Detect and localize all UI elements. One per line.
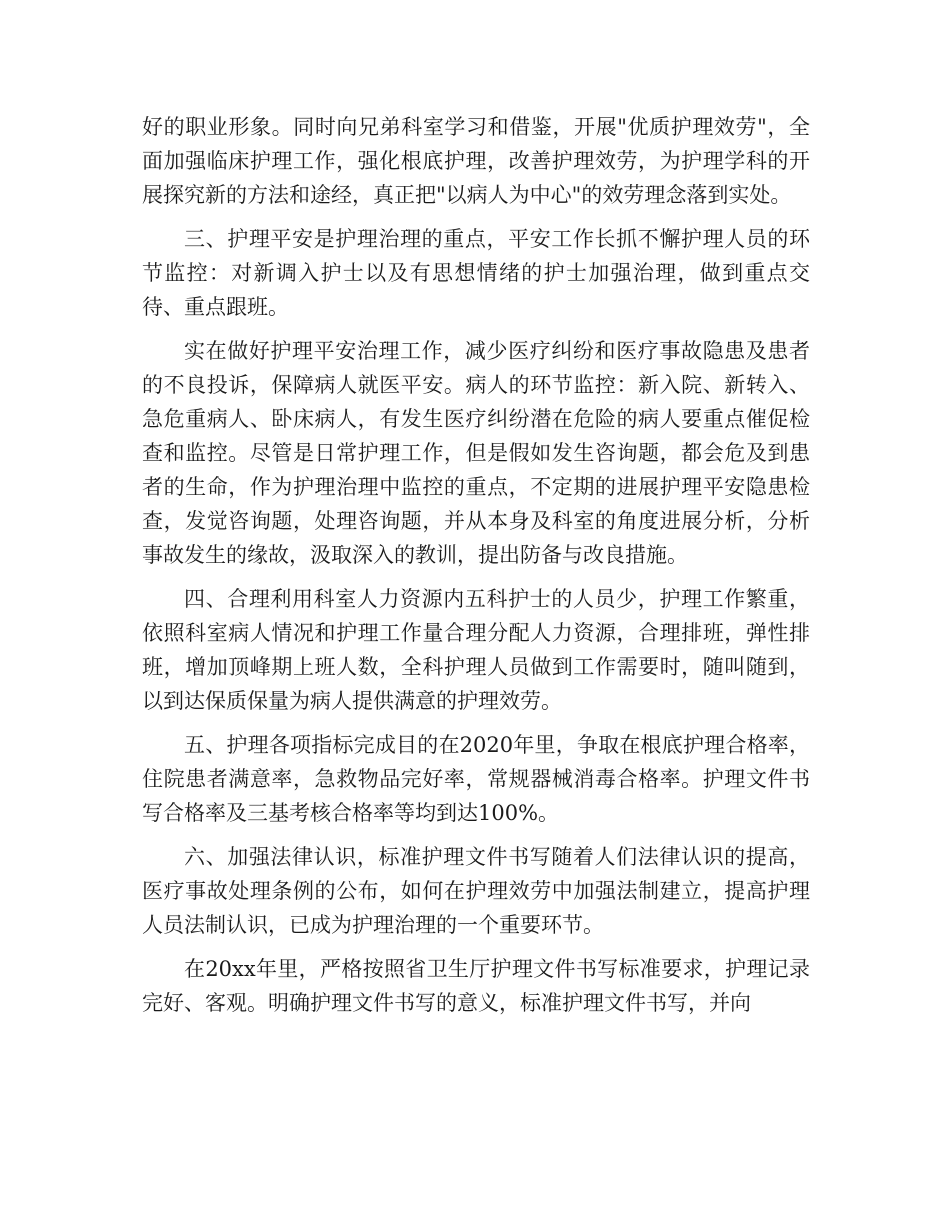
paragraph-7: 在20xx年里，严格按照省卫生厅护理文件书写标准要求，护理记录完好、客观。明确护理文件书写的意义，标准护理文件书写，并向 [142,957,810,1015]
paragraph-3: 实在做好护理平安治理工作，减少医疗纠纷和医疗事故隐患及患者的不良投诉，保障病人就医平安。病人的环节监控：新入院、新转入、急危重病人、卧床病人，有发生医疗纠纷潜在危险的病人要重点催促检查和监控。尽管是日常护理工作，但是假如发生咨询题，都会危及到患者的生命，作为护理治理中监控的重点，不定期的进展护理平安隐患检查，发觉咨询题，处理咨询题，并从本身及科室的角度进展分析，分析事故发生的缘故，汲取深入的教训，提出防备与改良措施。 [142,339,810,567]
paragraph-5: 五、护理各项指标完成目的在2020年里，争取在根底护理合格率，住院患者满意率，急救物品完好率，常规器械消毒合格率。护理文件书写合格率及三基考核合格率等均到达100%。 [142,733,810,825]
paragraph-1: 好的职业形象。同时向兄弟科室学习和借鉴，开展"优质护理效劳"，全面加强临床护理工作，强化根底护理，改善护理效劳，为护理学科的开展探究新的方法和途经，真正把"以病人为中心"的效劳理念落到实处。 [142,115,810,207]
paragraph-4: 四、合理利用科室人力资源内五科护士的人员少，护理工作繁重，依照科室病人情况和护理工作量合理分配人力资源，合理排班，弹性排班，增加顶峰期上班人数，全科护理人员做到工作需要时，随叫随到，以到达保质保量为病人提供满意的护理效劳。 [142,587,810,713]
paragraph-2: 三、护理平安是护理治理的重点，平安工作长抓不懈护理人员的环节监控：对新调入护士以及有思想情绪的护士加强治理，做到重点交待、重点跟班。 [142,227,810,319]
document-body [142,110,810,1030]
paragraph-6: 六、加强法律认识，标准护理文件书写随着人们法律认识的提高，医疗事故处理条例的公布，如何在护理效劳中加强法制建立，提高护理人员法制认识，已成为护理治理的一个重要环节。 [142,845,810,937]
